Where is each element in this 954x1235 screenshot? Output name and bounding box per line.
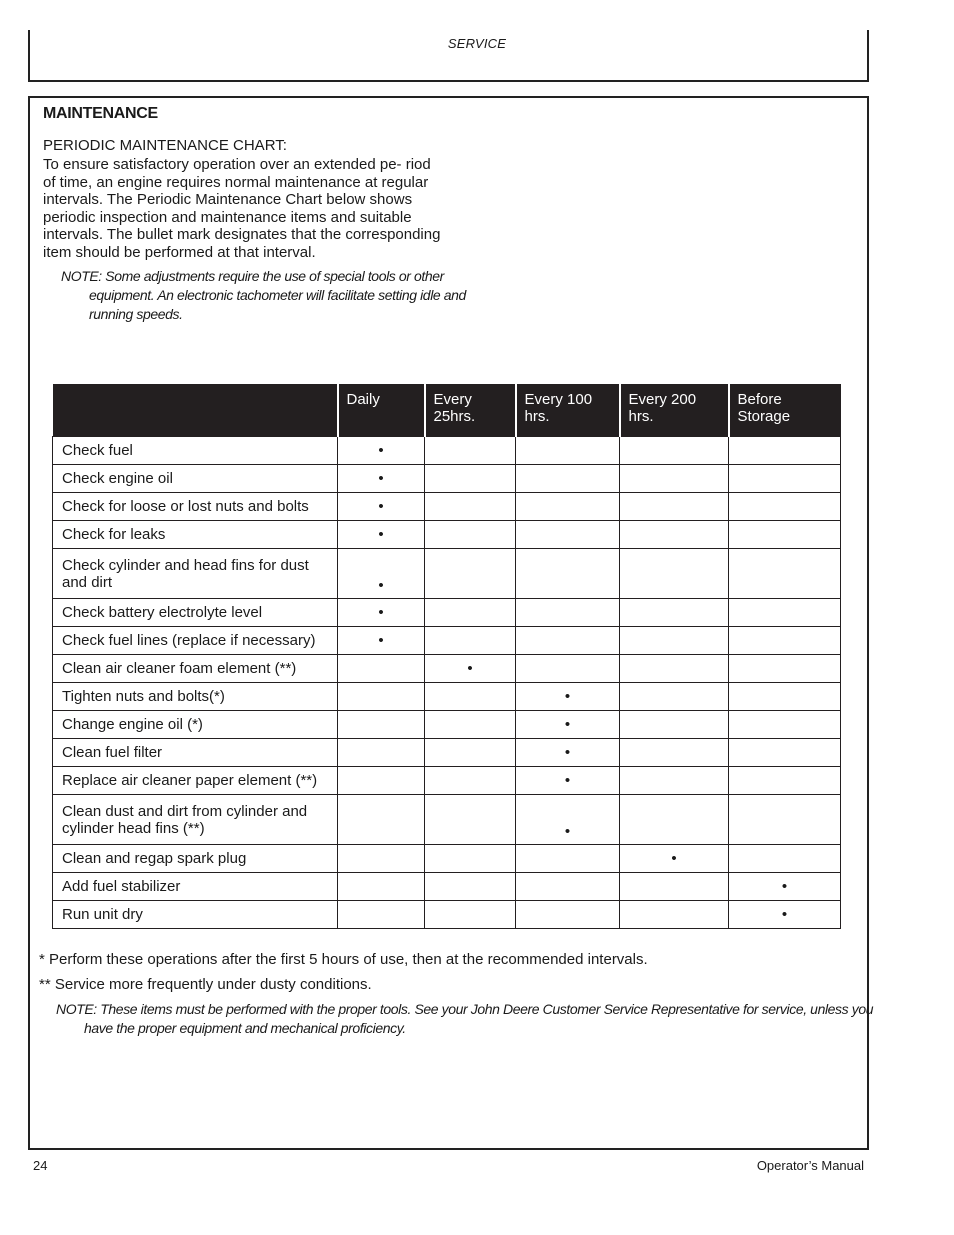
column-header-daily: Daily	[338, 384, 425, 437]
table-row	[53, 739, 841, 767]
interval-cell	[729, 655, 841, 683]
maintenance-item: Tighten nuts and bolts(*)	[53, 683, 338, 711]
interval-cell	[516, 549, 620, 599]
interval-cell	[620, 767, 729, 795]
table-row	[53, 627, 841, 655]
interval-cell	[425, 465, 516, 493]
interval-cell	[729, 521, 841, 549]
interval-cell	[338, 901, 425, 929]
maintenance-item: Add fuel stabilizer	[53, 873, 338, 901]
maintenance-item: Clean and regap spark plug	[53, 845, 338, 873]
maintenance-item: Check battery electrolyte level	[53, 599, 338, 627]
interval-cell	[338, 795, 425, 845]
interval-cell	[620, 627, 729, 655]
maintenance-item: Run unit dry	[53, 901, 338, 929]
table-row	[53, 711, 841, 739]
interval-bullet: •	[338, 521, 425, 549]
table-row	[53, 767, 841, 795]
table-row	[53, 493, 841, 521]
table-row	[53, 845, 841, 873]
interval-cell	[425, 767, 516, 795]
chart-subtitle: PERIODIC MAINTENANCE CHART:	[43, 137, 287, 154]
interval-cell	[516, 437, 620, 465]
interval-cell	[729, 437, 841, 465]
interval-cell	[516, 599, 620, 627]
maintenance-item: Replace air cleaner paper element (**)	[53, 767, 338, 795]
column-header-25hrs: Every 25hrs.	[425, 384, 516, 437]
interval-cell	[516, 655, 620, 683]
interval-cell	[729, 549, 841, 599]
maintenance-item: Check for leaks	[53, 521, 338, 549]
maintenance-item: Check engine oil	[53, 465, 338, 493]
interval-cell	[516, 521, 620, 549]
interval-cell	[338, 845, 425, 873]
interval-cell	[729, 845, 841, 873]
column-header-item	[53, 384, 338, 437]
interval-cell	[620, 549, 729, 599]
maintenance-item: Change engine oil (*)	[53, 711, 338, 739]
interval-bullet: •	[729, 901, 841, 929]
table-row	[53, 437, 841, 465]
intro-paragraph: To ensure satisfactory operation over an extended pe- riod of time, an engine requires normal maintenance at regular intervals. The Periodic Maintenance Chart below shows periodic inspection and maintenance items and suitable intervals. The bullet mark designates that the corresponding item should be performed at that interval.	[43, 156, 441, 261]
interval-cell	[620, 711, 729, 739]
interval-bullet: •	[338, 437, 425, 465]
interval-bullet: •	[425, 655, 516, 683]
interval-cell	[620, 795, 729, 845]
interval-cell	[338, 739, 425, 767]
interval-cell	[425, 901, 516, 929]
interval-cell	[620, 655, 729, 683]
interval-cell	[729, 599, 841, 627]
interval-cell	[338, 683, 425, 711]
table-row	[53, 795, 841, 845]
table-row	[53, 549, 841, 599]
manual-title: Operator’s Manual	[756, 1158, 864, 1173]
table-row	[53, 465, 841, 493]
interval-cell	[425, 739, 516, 767]
column-header-100hrs: Every 100 hrs.	[516, 384, 620, 437]
interval-cell	[425, 711, 516, 739]
interval-bullet: •	[729, 873, 841, 901]
table-row	[53, 683, 841, 711]
interval-cell	[516, 627, 620, 655]
interval-cell	[425, 599, 516, 627]
maintenance-item: Check cylinder and head fins for dust and dirt	[53, 549, 338, 599]
maintenance-chart-table	[52, 384, 841, 929]
maintenance-item: Check fuel	[53, 437, 338, 465]
page-number: 24	[33, 1158, 48, 1173]
section-label: SERVICE	[447, 36, 507, 51]
interval-bullet: •	[338, 465, 425, 493]
interval-cell	[620, 873, 729, 901]
interval-bullet: •	[516, 767, 620, 795]
interval-cell	[425, 683, 516, 711]
interval-cell	[516, 873, 620, 901]
interval-cell	[338, 655, 425, 683]
interval-cell	[729, 465, 841, 493]
interval-cell	[729, 767, 841, 795]
interval-cell	[729, 795, 841, 845]
note-proper-tools: NOTE: These items must be performed with the proper tools. See your John Deere Customer Service Representative for service, unless you have the proper equipment and mechanical proficiency.	[56, 1001, 874, 1036]
interval-cell	[729, 683, 841, 711]
interval-cell	[425, 845, 516, 873]
table-row	[53, 873, 841, 901]
table-row	[53, 901, 841, 929]
interval-cell	[620, 739, 729, 767]
interval-bullet: •	[338, 493, 425, 521]
page-title: MAINTENANCE	[43, 105, 158, 122]
interval-cell	[425, 549, 516, 599]
interval-bullet: •	[516, 739, 620, 767]
interval-cell	[425, 627, 516, 655]
interval-cell	[620, 437, 729, 465]
maintenance-item: Clean fuel filter	[53, 739, 338, 767]
interval-cell	[338, 873, 425, 901]
interval-cell	[425, 521, 516, 549]
maintenance-item: Check for loose or lost nuts and bolts	[53, 493, 338, 521]
maintenance-item: Clean dust and dirt from cylinder and cylinder head fins (**)	[53, 795, 338, 845]
interval-cell	[516, 901, 620, 929]
interval-cell	[620, 521, 729, 549]
interval-cell	[620, 493, 729, 521]
footnote-single-asterisk: * Perform these operations after the first 5 hours of use, then at the recommended intervals.	[39, 951, 648, 968]
footnote-double-asterisk: ** Service more frequently under dusty conditions.	[39, 976, 372, 993]
interval-bullet: •	[620, 845, 729, 873]
table-row	[53, 599, 841, 627]
interval-cell	[338, 767, 425, 795]
interval-cell	[620, 599, 729, 627]
column-header-200hrs: Every 200 hrs.	[620, 384, 729, 437]
interval-bullet: •	[516, 683, 620, 711]
table-row	[53, 521, 841, 549]
note-special-tools: NOTE: Some adjustments require the use of special tools or other equipment. An electronic tachometer will facilitate setting idle and running speeds.	[61, 268, 466, 322]
interval-cell	[620, 901, 729, 929]
interval-bullet: •	[516, 711, 620, 739]
table-body	[53, 437, 841, 929]
interval-cell	[338, 711, 425, 739]
column-header-before-storage: Before Storage	[729, 384, 841, 437]
interval-cell	[425, 873, 516, 901]
interval-bullet: •	[338, 599, 425, 627]
maintenance-item: Clean air cleaner foam element (**)	[53, 655, 338, 683]
interval-bullet: •	[338, 627, 425, 655]
interval-cell	[516, 493, 620, 521]
interval-cell	[620, 683, 729, 711]
interval-cell	[729, 711, 841, 739]
table-row	[53, 655, 841, 683]
maintenance-item: Check fuel lines (replace if necessary)	[53, 627, 338, 655]
interval-cell	[729, 493, 841, 521]
interval-bullet: •	[338, 549, 425, 599]
interval-bullet: •	[516, 795, 620, 845]
interval-cell	[729, 739, 841, 767]
interval-cell	[425, 437, 516, 465]
table-header-row	[53, 384, 841, 437]
interval-cell	[425, 493, 516, 521]
interval-cell	[729, 627, 841, 655]
interval-cell	[425, 795, 516, 845]
interval-cell	[620, 465, 729, 493]
interval-cell	[516, 465, 620, 493]
interval-cell	[516, 845, 620, 873]
